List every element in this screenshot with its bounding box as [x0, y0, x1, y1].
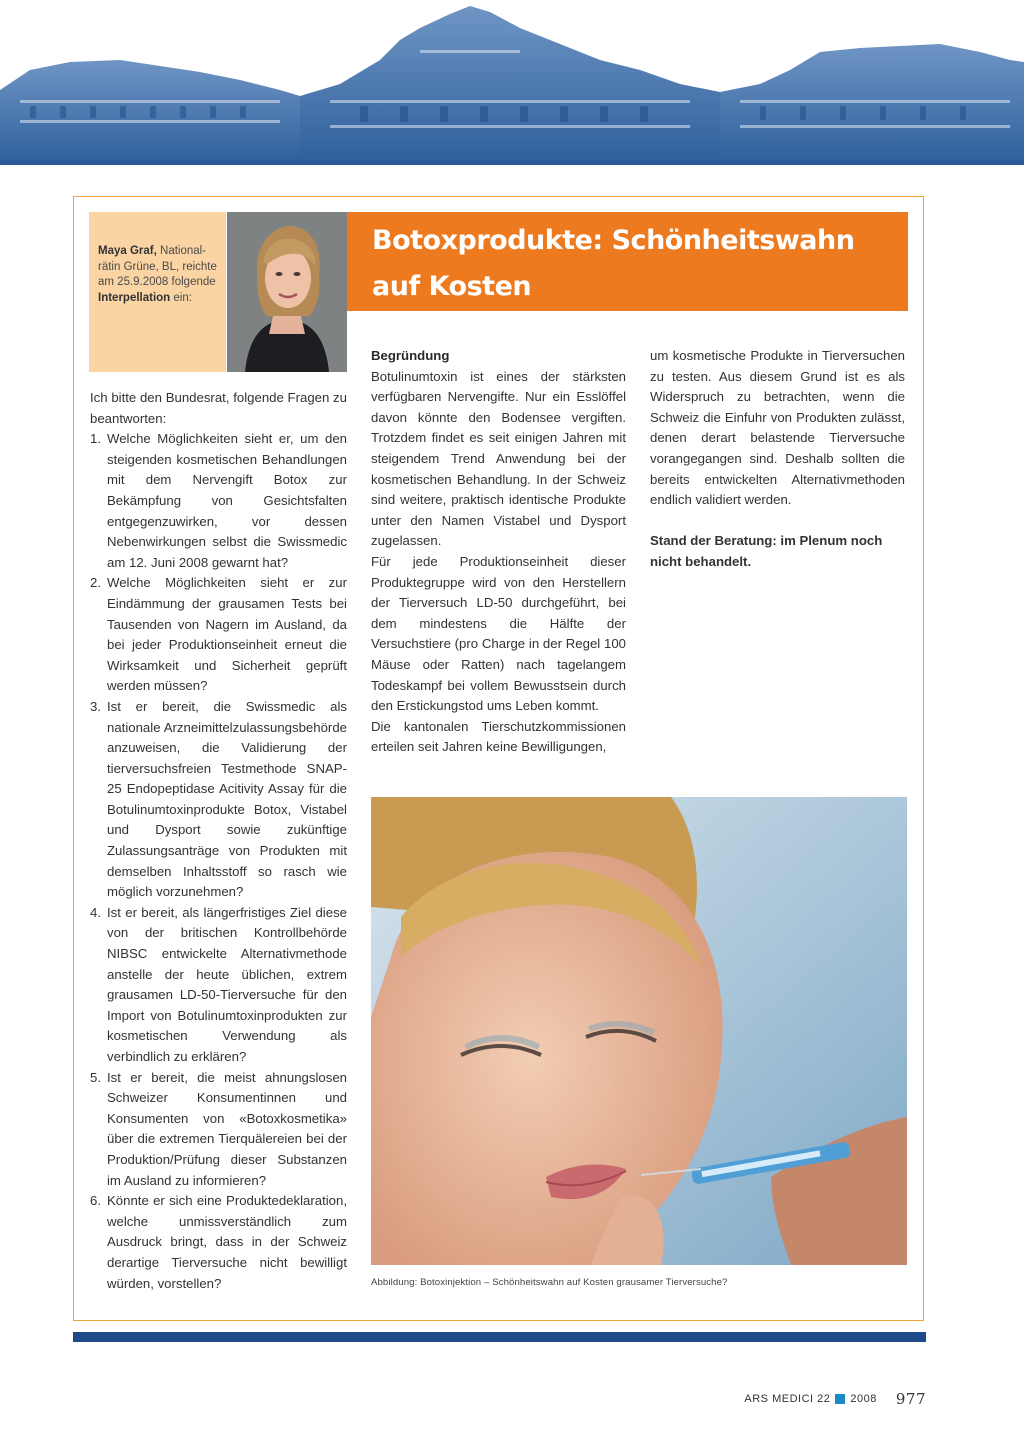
paragraph: Die kantonalen Tierschutzkommissionen erteilen seit Jahren keine Bewilligungen,: [371, 718, 626, 755]
list-text: Welche Möglichkeiten sieht er zur Eindämmung der grausamen Tests bei Tausenden von Nagern im Ausland, da bei jeder Produktionseinheit erneut die Wirksamkeit und Sicherheit geprüft werden müssen?: [107, 575, 347, 694]
page-footer: [744, 1390, 926, 1408]
article-title: [372, 218, 902, 356]
list-item: [90, 1068, 347, 1192]
header-banner: [0, 0, 1024, 165]
status-note: Stand der Beratung: im Plenum noch nicht behandelt.: [650, 533, 883, 569]
paragraph: um kosmetische Produkte in Tierversuchen zu testen. Aus diesem Grund ist es als Widerspruch zu betrachten, wenn die Schweiz die Einfuhr von Produkten zulässt, denen derart belastende Tierversuche vorangegangen sind. Deshalb sollten die bereits entwickelten Alternativmethoden endlich validiert werden.: [650, 348, 905, 508]
photo-caption: Abbildung: Botoxinjektion – Schönheitswahn auf Kosten grausamer Tierversuche?: [371, 1277, 728, 1288]
title-line-2: grausamer Tierversuche?: [372, 317, 748, 348]
parliament-building-illustration: [0, 0, 1024, 165]
section-heading: Begründung: [371, 348, 450, 363]
author-keyword: Interpellation: [98, 291, 171, 304]
spacer: [650, 511, 905, 532]
list-text: Welche Möglichkeiten sieht er, um den steigenden kosmetischen Behandlungen mit dem Nervengift Botox zur Bekämpfung von Gesichtsfalten entgegenzuwirken, vor dessen Nebenwirkungen selbst die Swissmedic am 12. Juni 2008 gewarnt hat?: [107, 431, 347, 570]
title-line-1: Botoxprodukte: Schönheitswahn auf Kosten: [372, 225, 855, 302]
list-number: 4.: [90, 904, 101, 920]
paragraph: Botulinumtoxin ist eines der stärksten verfügbaren Nervengifte. Nur ein Esslöffel davon könnte den Bodensee vergiften. Trotzdem findet es seit einigen Jahren mit steigendem Trend Anwendung bei der kosmetischen Behandlung. In der Schweiz sind weitere, praktisch identische Produkte unter den Namen Vistabel und Dysport zugelassen.: [371, 368, 626, 549]
list-text: Ist er bereit, als längerfristiges Ziel diese von der britischen Kontrollbehörde NIBSC entwickelte Alternativmethode anstelle der heute üblichen, extrem grausamen LD-50-Tierversuche für den Import von Botulinumtoxinprodukten zur kosmetischen Verwendung als verbindlich zu erklären?: [107, 904, 347, 1064]
list-number: 5.: [90, 1069, 101, 1085]
author-info: [98, 244, 222, 306]
paragraph: Für jede Produktionseinheit dieser Produktegruppe wird von den Herstellern der Tierversuch LD-50 durchgeführt, bei dem mindestens die Hälfte der Versuchstiere (pro Charge in der Regel 100 Mäuse oder Ratten) nach tagelangem Todeskampf bei vollem Bewusstsein durch den Erstickungstod ums Leben kommt.: [371, 553, 626, 714]
continuation-column: [650, 346, 905, 573]
author-outro: ein:: [170, 291, 192, 304]
begruendung-column: [371, 346, 626, 758]
questions-column: [90, 388, 347, 1294]
journal-name: ARS MEDICI 22: [744, 1393, 831, 1405]
page-number: 977: [895, 1390, 926, 1408]
list-text: Ist er bereit, die meist ahnungslosen Schweizer Konsumentinnen und Konsumenten von «Botoxkosmetika» über die extremen Tierquälereien bei der Produktion/Prüfung dieser Substanzen im Ausland zu informieren?: [107, 1069, 347, 1188]
list-number: 1.: [90, 431, 101, 447]
author-portrait: [227, 212, 347, 372]
list-item: [90, 697, 347, 903]
botox-injection-photo: [371, 797, 907, 1265]
list-item: [90, 573, 347, 697]
questions-list: [90, 429, 347, 1294]
list-number: 2.: [90, 575, 101, 591]
footer-rule: [73, 1332, 926, 1342]
list-number: 3.: [90, 698, 101, 714]
list-item: [90, 903, 347, 1068]
author-name: Maya Graf,: [98, 245, 157, 257]
author-intro: Nationalrätin Grüne, BL, reichte am 25.9.2008 folgende: [98, 245, 217, 288]
list-number: 6.: [90, 1193, 101, 1209]
list-item: [90, 429, 347, 573]
square-bullet-icon: [835, 1394, 845, 1404]
journal-year: 2008: [850, 1393, 877, 1405]
list-item: [90, 1191, 347, 1294]
list-text: Könnte er sich eine Produktedeklaration, welche unmissverständlich zum Ausdruck bringt, dass in der Schweiz derartige Tierversuche nicht bewilligt würden, vorstellen?: [107, 1193, 347, 1291]
list-text: Ist er bereit, die Swissmedic als nationale Arzneimittelzulassungsbehörde anzuweisen, die Validierung der tierversuchsfreien Testmethode SNAP-25 Endopeptidase Acitivity Assay für die Botulinumtoxinprodukte Botox, Vistabel und Dysport sowie zukünftige Zulassungsanträge von Produkten mit demselben Inhaltsstoff so rasch wie möglich vorzunehmen?: [107, 698, 347, 900]
question-intro: Ich bitte den Bundesrat, folgende Fragen zu beantworten:: [90, 390, 347, 426]
